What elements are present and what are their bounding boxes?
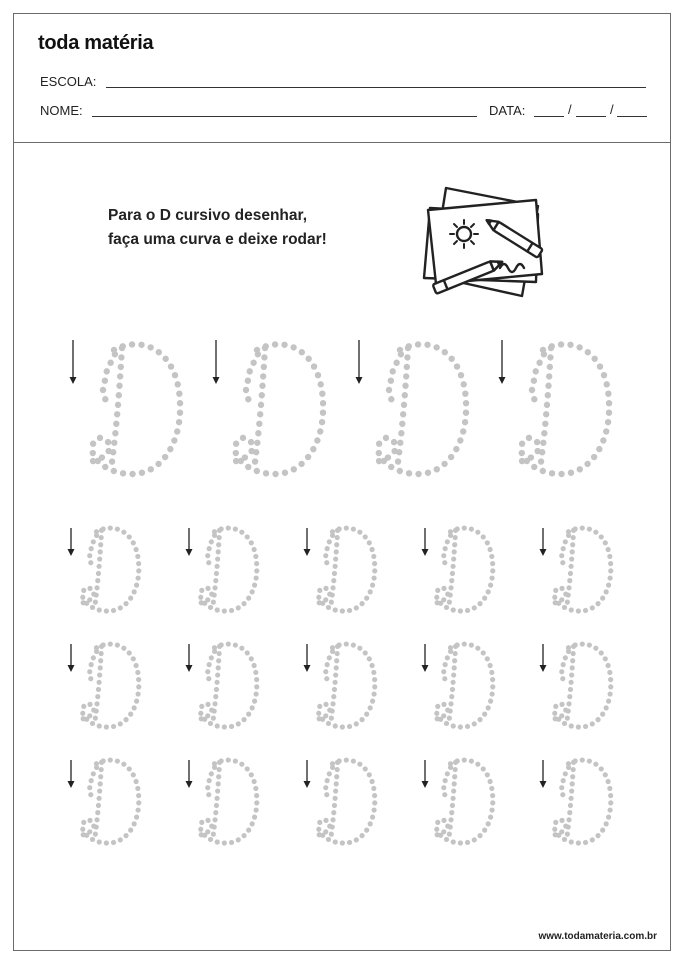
down-arrow-icon (422, 644, 429, 672)
down-arrow-icon (70, 340, 77, 384)
dotted-cursive-d[interactable] (517, 344, 609, 474)
down-arrow-icon (68, 528, 75, 556)
dotted-cursive-d[interactable] (552, 760, 611, 843)
name-label: NOME: (40, 103, 83, 118)
dotted-cursive-d[interactable] (231, 344, 323, 474)
down-arrow-icon (422, 760, 429, 788)
instruction-line-1: Para o D cursivo desenhar, (108, 207, 308, 224)
down-arrow-icon (68, 644, 75, 672)
dotted-cursive-d[interactable] (552, 644, 611, 727)
dotted-cursive-d[interactable] (80, 760, 139, 843)
dotted-cursive-d[interactable] (198, 528, 257, 611)
footer-url: www.todamateria.com.br (538, 931, 657, 942)
down-arrow-icon (304, 644, 311, 672)
down-arrow-icon (186, 644, 193, 672)
dotted-cursive-d[interactable] (434, 528, 493, 611)
down-arrow-icon (304, 528, 311, 556)
dotted-cursive-d[interactable] (80, 644, 139, 727)
down-arrow-icon (540, 760, 547, 788)
down-arrow-icon (213, 340, 220, 384)
date-label: DATA: (489, 103, 526, 118)
down-arrow-icon (186, 528, 193, 556)
date-separator: / (610, 102, 614, 117)
down-arrow-icon (540, 644, 547, 672)
down-arrow-icon (540, 528, 547, 556)
dotted-cursive-d[interactable] (316, 644, 375, 727)
dotted-cursive-d[interactable] (198, 760, 257, 843)
dotted-cursive-d[interactable] (88, 344, 180, 474)
dotted-cursive-d[interactable] (316, 528, 375, 611)
date-separator: / (568, 102, 572, 117)
down-arrow-icon (499, 340, 506, 384)
down-arrow-icon (186, 760, 193, 788)
down-arrow-icon (304, 760, 311, 788)
down-arrow-icon (356, 340, 363, 384)
dotted-cursive-d[interactable] (434, 644, 493, 727)
dotted-cursive-d[interactable] (316, 760, 375, 843)
dotted-cursive-d[interactable] (374, 344, 466, 474)
instruction-line-2: faça uma curva e deixe rodar! (108, 231, 327, 248)
dotted-cursive-d[interactable] (80, 528, 139, 611)
dotted-cursive-d[interactable] (434, 760, 493, 843)
school-label: ESCOLA: (40, 74, 97, 89)
dotted-cursive-d[interactable] (552, 528, 611, 611)
down-arrow-icon (68, 760, 75, 788)
down-arrow-icon (422, 528, 429, 556)
logo: toda matéria (38, 32, 154, 54)
dotted-cursive-d[interactable] (198, 644, 257, 727)
